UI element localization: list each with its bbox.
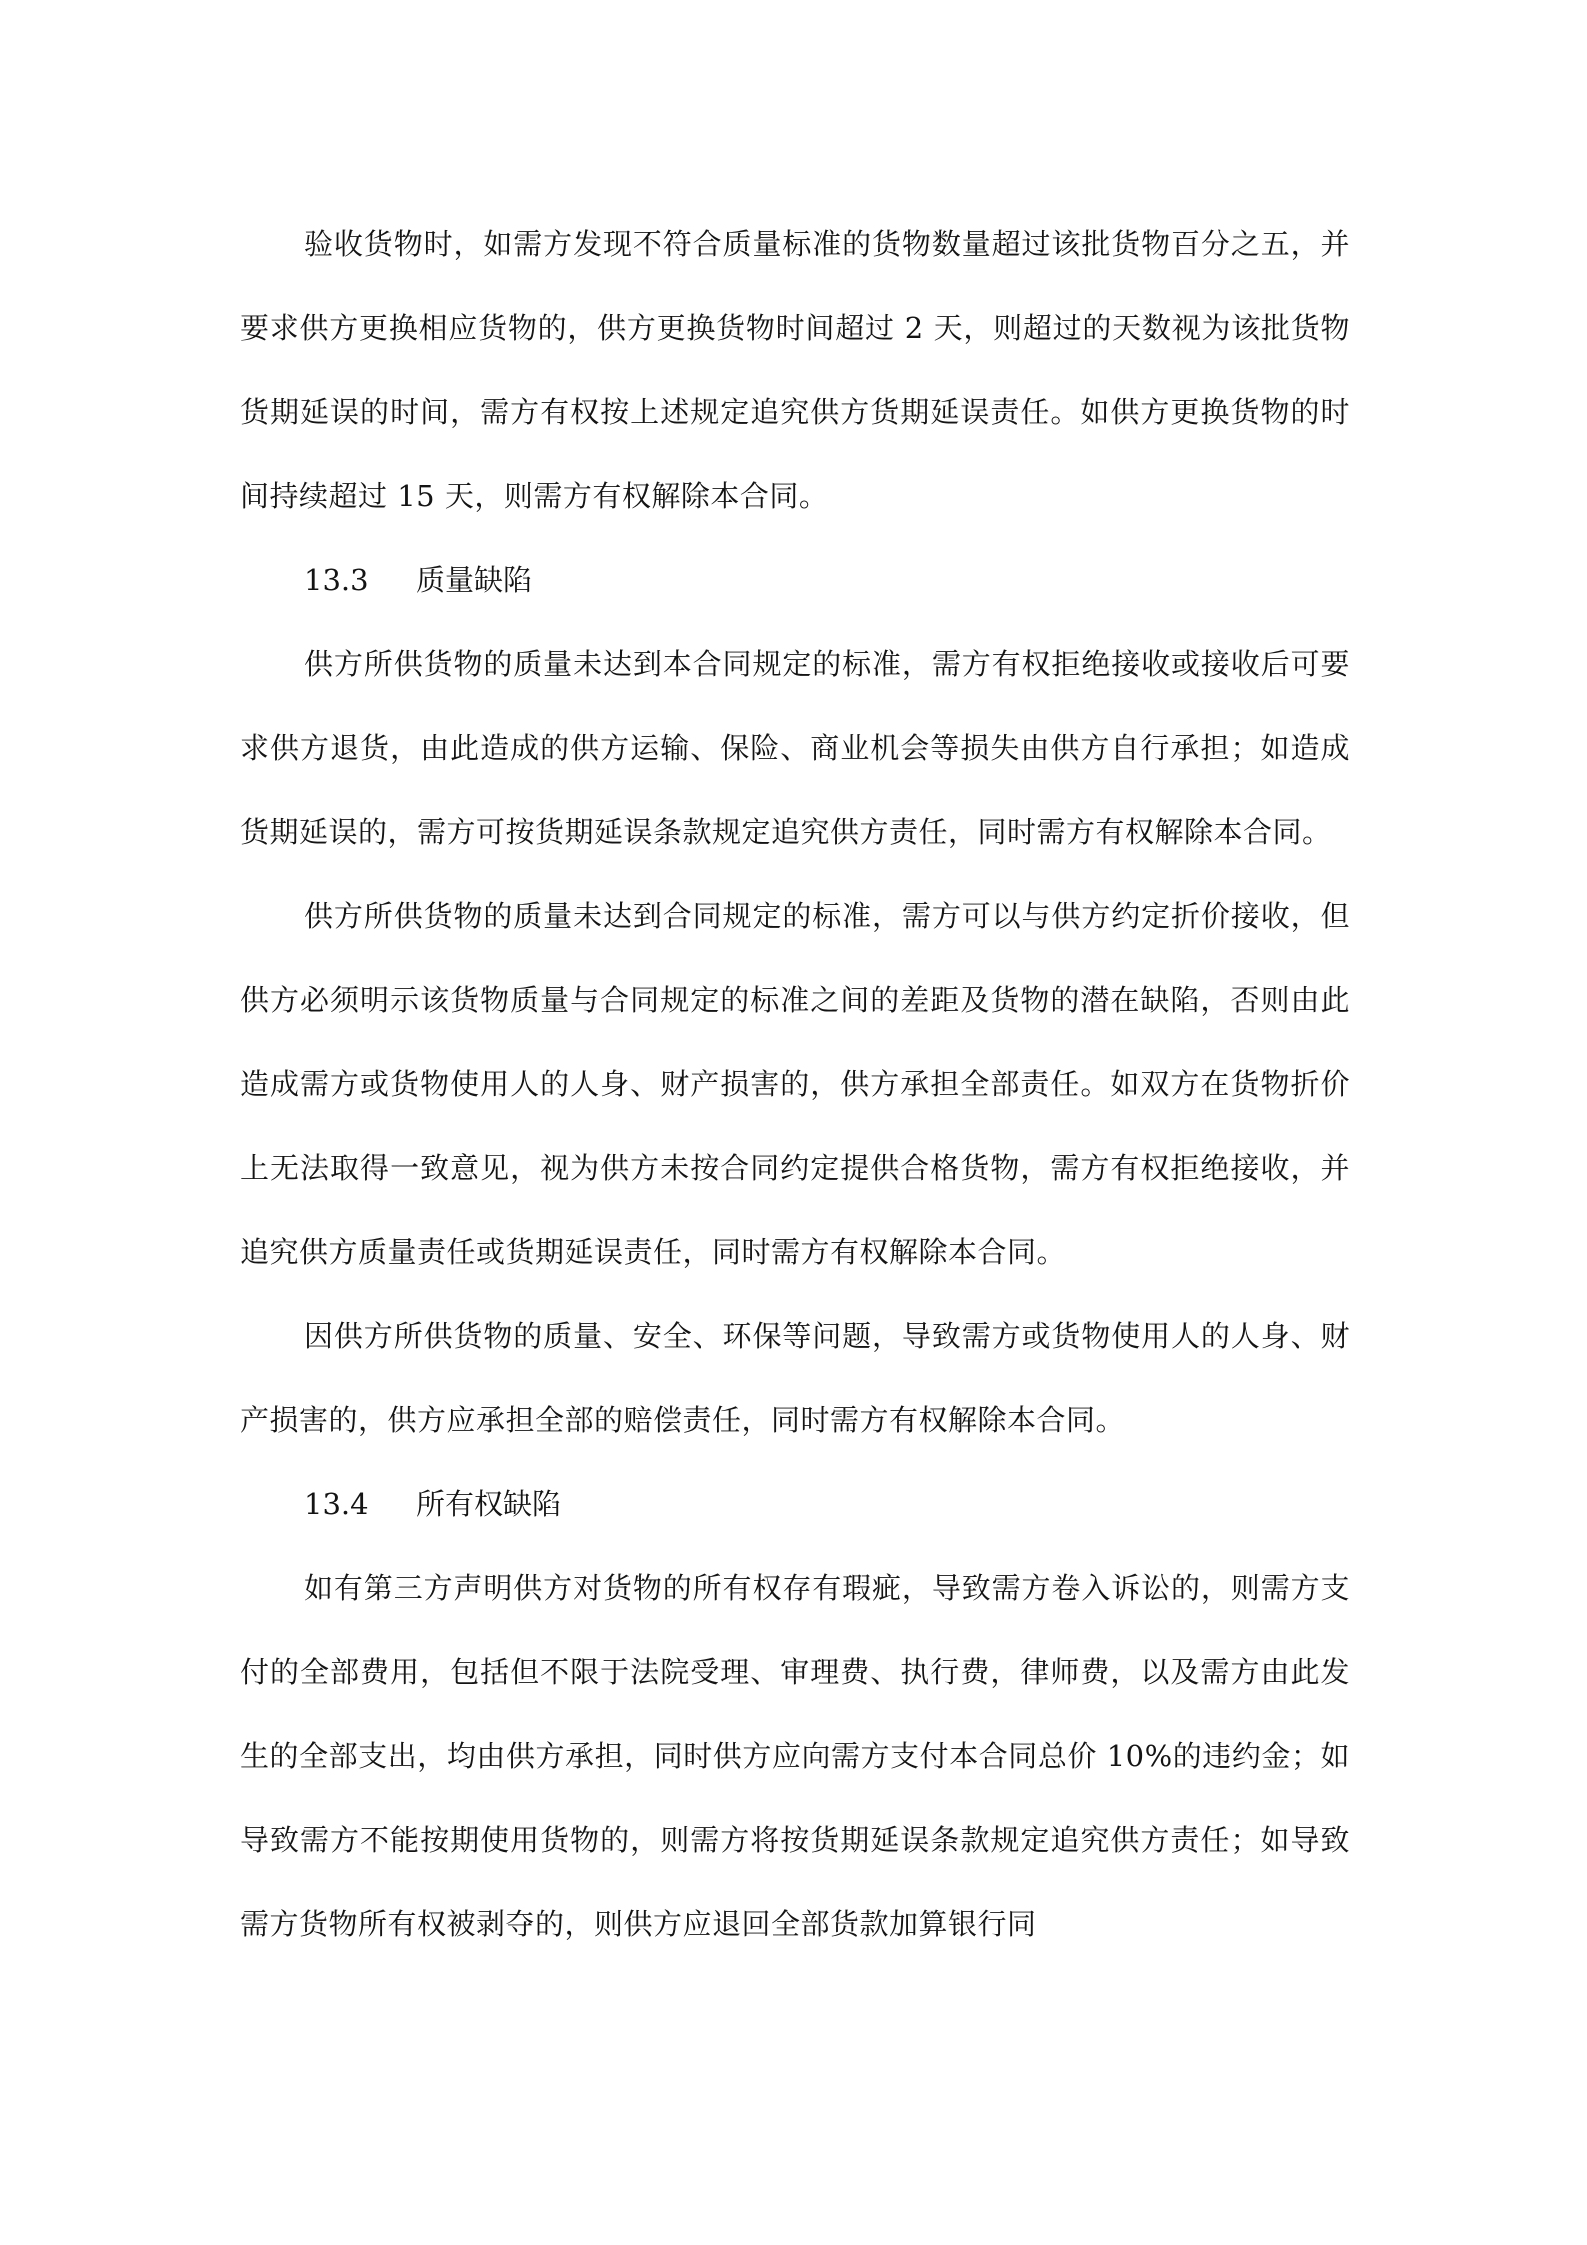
section-title: 质量缺陷	[416, 563, 533, 597]
paragraph-ownership-defect: 如有第三方声明供方对货物的所有权存有瑕疵，导致需方卷入诉讼的，则需方支付的全部费用，包括但不限于法院受理、审理费、执行费，律师费，以及需方由此发生的全部支出，均由供方承担，同时供方应向需方支付本合同总价 10%的违约金；如导致需方不能按期使用货物的，则需方将按货期延误条款规定追究供方责任；如导致需方货物所有权被剥夺的，则供方应退回全部货款加算银行同	[240, 1571, 1350, 1941]
section-number: 13.3	[304, 563, 369, 597]
section-title: 所有权缺陷	[416, 1487, 562, 1521]
paragraph-acceptance-replacement: 验收货物时，如需方发现不符合质量标准的货物数量超过该批货物百分之五，并要求供方更换相应货物的，供方更换货物时间超过 2 天，则超过的天数视为该批货物货期延误的时间，需方有权按上述规定追究供方货期延误责任。如供方更换货物的时间持续超过 15 天，则需方有权解除本合同。	[240, 227, 1350, 513]
paragraph-quality-reject: 供方所供货物的质量未达到本合同规定的标准，需方有权拒绝接收或接收后可要求供方退货，由此造成的供方运输、保险、商业机会等损失由供方自行承担；如造成货期延误的，需方可按货期延误条款规定追究供方责任，同时需方有权解除本合同。	[240, 647, 1350, 849]
paragraph-quality-discount: 供方所供货物的质量未达到合同规定的标准，需方可以与供方约定折价接收，但供方必须明示该货物质量与合同规定的标准之间的差距及货物的潜在缺陷，否则由此造成需方或货物使用人的人身、财产损害的，供方承担全部责任。如双方在货物折价上无法取得一致意见，视为供方未按合同约定提供合格货物，需方有权拒绝接收，并追究供方质量责任或货期延误责任，同时需方有权解除本合同。	[240, 899, 1350, 1269]
section-number: 13.4	[304, 1487, 369, 1521]
section-heading-13-4	[240, 1462, 1350, 1546]
document-body	[240, 202, 1350, 1966]
paragraph-quality-liability: 因供方所供货物的质量、安全、环保等问题，导致需方或货物使用人的人身、财产损害的，供方应承担全部的赔偿责任，同时需方有权解除本合同。	[240, 1319, 1350, 1437]
section-heading-13-3	[240, 538, 1350, 622]
